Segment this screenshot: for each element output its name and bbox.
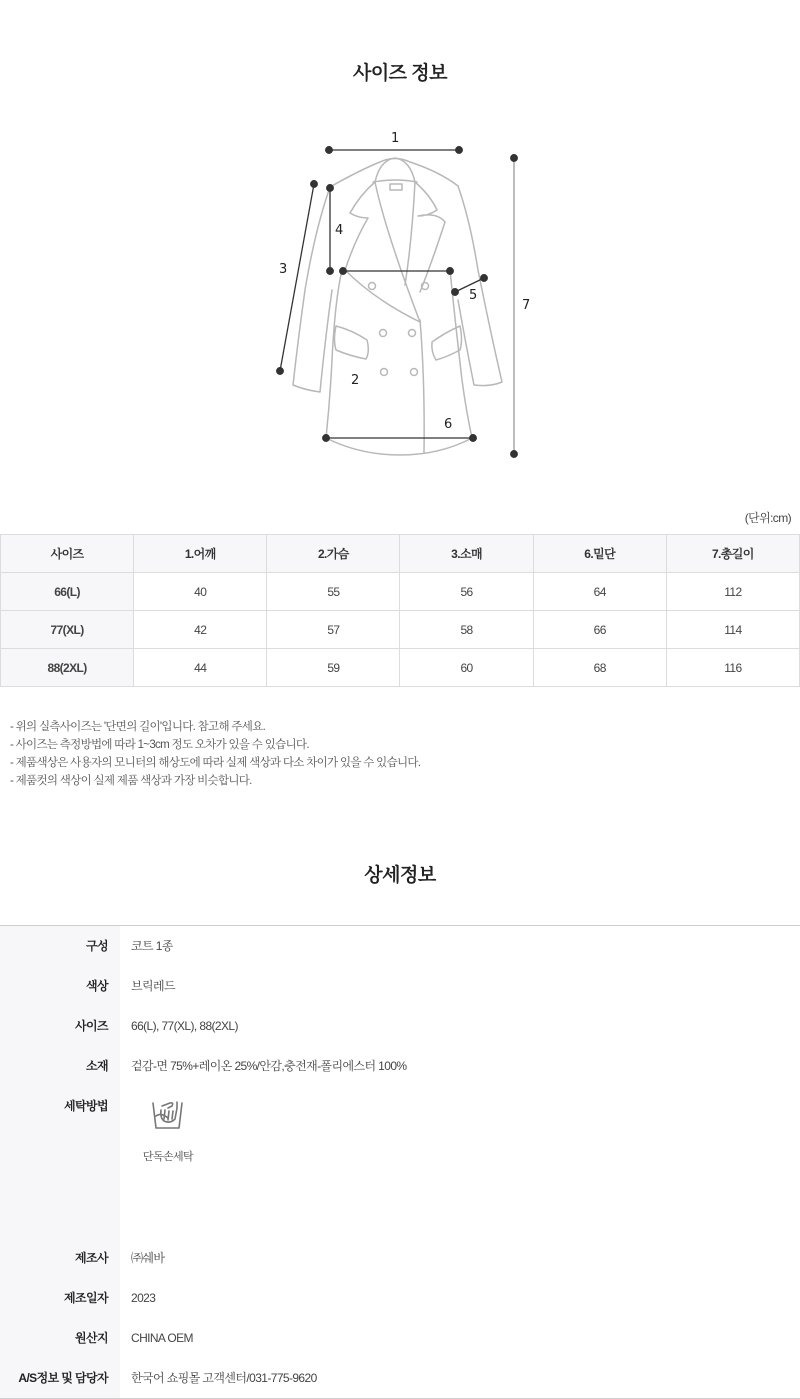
size-table-header-row bbox=[1, 535, 800, 573]
cell-hem: 64 bbox=[533, 573, 666, 611]
header-hem: 6.밑단 bbox=[533, 535, 666, 573]
note-line: - 제품색상은 사용자의 모니터의 해상도에 따라 실제 색상과 다소 차이가 있을 수 있습니다. bbox=[10, 757, 421, 769]
detail-value: ㈜쉐바 bbox=[131, 1251, 165, 1265]
detail-value: 한국어 쇼핑몰 고객센터/031-775-9620 bbox=[131, 1371, 317, 1385]
cell-sleeve: 56 bbox=[400, 573, 533, 611]
cell-sleeve: 58 bbox=[400, 611, 533, 649]
coat-outline-illustration bbox=[260, 120, 540, 470]
row-size: 88(2XL) bbox=[1, 649, 134, 687]
table-row bbox=[1, 611, 800, 649]
detail-row-manufacturer bbox=[0, 1238, 800, 1278]
wash-label: 단독손세탁 bbox=[142, 1151, 194, 1163]
header-size: 사이즈 bbox=[1, 535, 134, 573]
detail-value: 코트 1종 bbox=[131, 939, 173, 953]
header-shoulder: 1.어깨 bbox=[134, 535, 267, 573]
cell-hem: 66 bbox=[533, 611, 666, 649]
dim-label-armhole: 4 bbox=[335, 223, 344, 238]
cell-chest: 57 bbox=[267, 611, 400, 649]
cell-sleeve: 60 bbox=[400, 649, 533, 687]
unit-label: (단위:cm) bbox=[744, 511, 791, 525]
cell-chest: 55 bbox=[267, 573, 400, 611]
row-size: 66(L) bbox=[1, 573, 134, 611]
detail-key: 색상 bbox=[0, 966, 120, 1006]
detail-row-material bbox=[0, 1046, 800, 1086]
cell-shoulder: 44 bbox=[134, 649, 267, 687]
dim-label-total-length: 7 bbox=[522, 298, 531, 313]
dim-label-chest: 2 bbox=[351, 373, 360, 388]
cell-chest: 59 bbox=[267, 649, 400, 687]
size-notes bbox=[10, 718, 420, 790]
header-chest: 2.가슴 bbox=[267, 535, 400, 573]
detail-row-size bbox=[0, 1006, 800, 1046]
detail-row-washing bbox=[0, 1086, 800, 1238]
header-sleeve: 3.소매 bbox=[400, 535, 533, 573]
detail-key: 제조일자 bbox=[0, 1278, 120, 1318]
wash-instruction bbox=[133, 1094, 203, 1164]
size-table bbox=[0, 534, 800, 687]
cell-shoulder: 40 bbox=[134, 573, 267, 611]
note-line: - 위의 실측사이즈는 '단면의 길이'입니다. 참고해 주세요. bbox=[10, 721, 266, 733]
cell-total-length: 114 bbox=[666, 611, 799, 649]
dim-label-hem: 6 bbox=[444, 417, 453, 432]
detail-info-table bbox=[0, 925, 800, 1399]
dim-label-shoulder: 1 bbox=[391, 131, 400, 146]
detail-value bbox=[120, 1086, 800, 1238]
detail-key: A/S정보 및 담당자 bbox=[0, 1358, 120, 1398]
detail-row-origin bbox=[0, 1318, 800, 1358]
dim-label-sleeve: 3 bbox=[279, 262, 288, 277]
header-total-length: 7.총길이 bbox=[666, 535, 799, 573]
detail-value: CHINA OEM bbox=[131, 1331, 193, 1345]
cell-total-length: 112 bbox=[666, 573, 799, 611]
detail-key: 제조사 bbox=[0, 1238, 120, 1278]
dim-label-sleeve-width: 5 bbox=[469, 288, 478, 303]
detail-row-manufacture-date bbox=[0, 1278, 800, 1318]
detail-key: 구성 bbox=[0, 926, 120, 966]
detail-key: 소재 bbox=[0, 1046, 120, 1086]
detail-info-title: 상세정보 bbox=[364, 865, 436, 886]
detail-value: 66(L), 77(XL), 88(2XL) bbox=[131, 1019, 238, 1033]
note-line: - 제품컷의 색상이 실제 제품 색상과 가장 비슷합니다. bbox=[10, 775, 252, 787]
detail-key: 원산지 bbox=[0, 1318, 120, 1358]
row-size: 77(XL) bbox=[1, 611, 134, 649]
detail-value: 겉감-면 75%+레이온 25%/안감,충전재-폴리에스터 100% bbox=[131, 1059, 407, 1073]
size-info-title: 사이즈 정보 bbox=[352, 63, 448, 84]
detail-row-as-info bbox=[0, 1358, 800, 1398]
coat-size-diagram bbox=[260, 120, 540, 470]
table-row bbox=[1, 649, 800, 687]
cell-shoulder: 42 bbox=[134, 611, 267, 649]
detail-row-composition bbox=[0, 926, 800, 966]
detail-value: 2023 bbox=[131, 1291, 156, 1305]
detail-row-color bbox=[0, 966, 800, 1006]
cell-hem: 68 bbox=[533, 649, 666, 687]
note-line: - 사이즈는 측정방법에 따라 1~3cm 정도 오차가 있을 수 있습니다. bbox=[10, 739, 309, 751]
detail-key: 사이즈 bbox=[0, 1006, 120, 1046]
detail-value: 브릭레드 bbox=[131, 979, 175, 993]
table-row bbox=[1, 573, 800, 611]
hand-wash-icon bbox=[148, 1094, 188, 1134]
detail-key: 세탁방법 bbox=[0, 1086, 120, 1238]
cell-total-length: 116 bbox=[666, 649, 799, 687]
